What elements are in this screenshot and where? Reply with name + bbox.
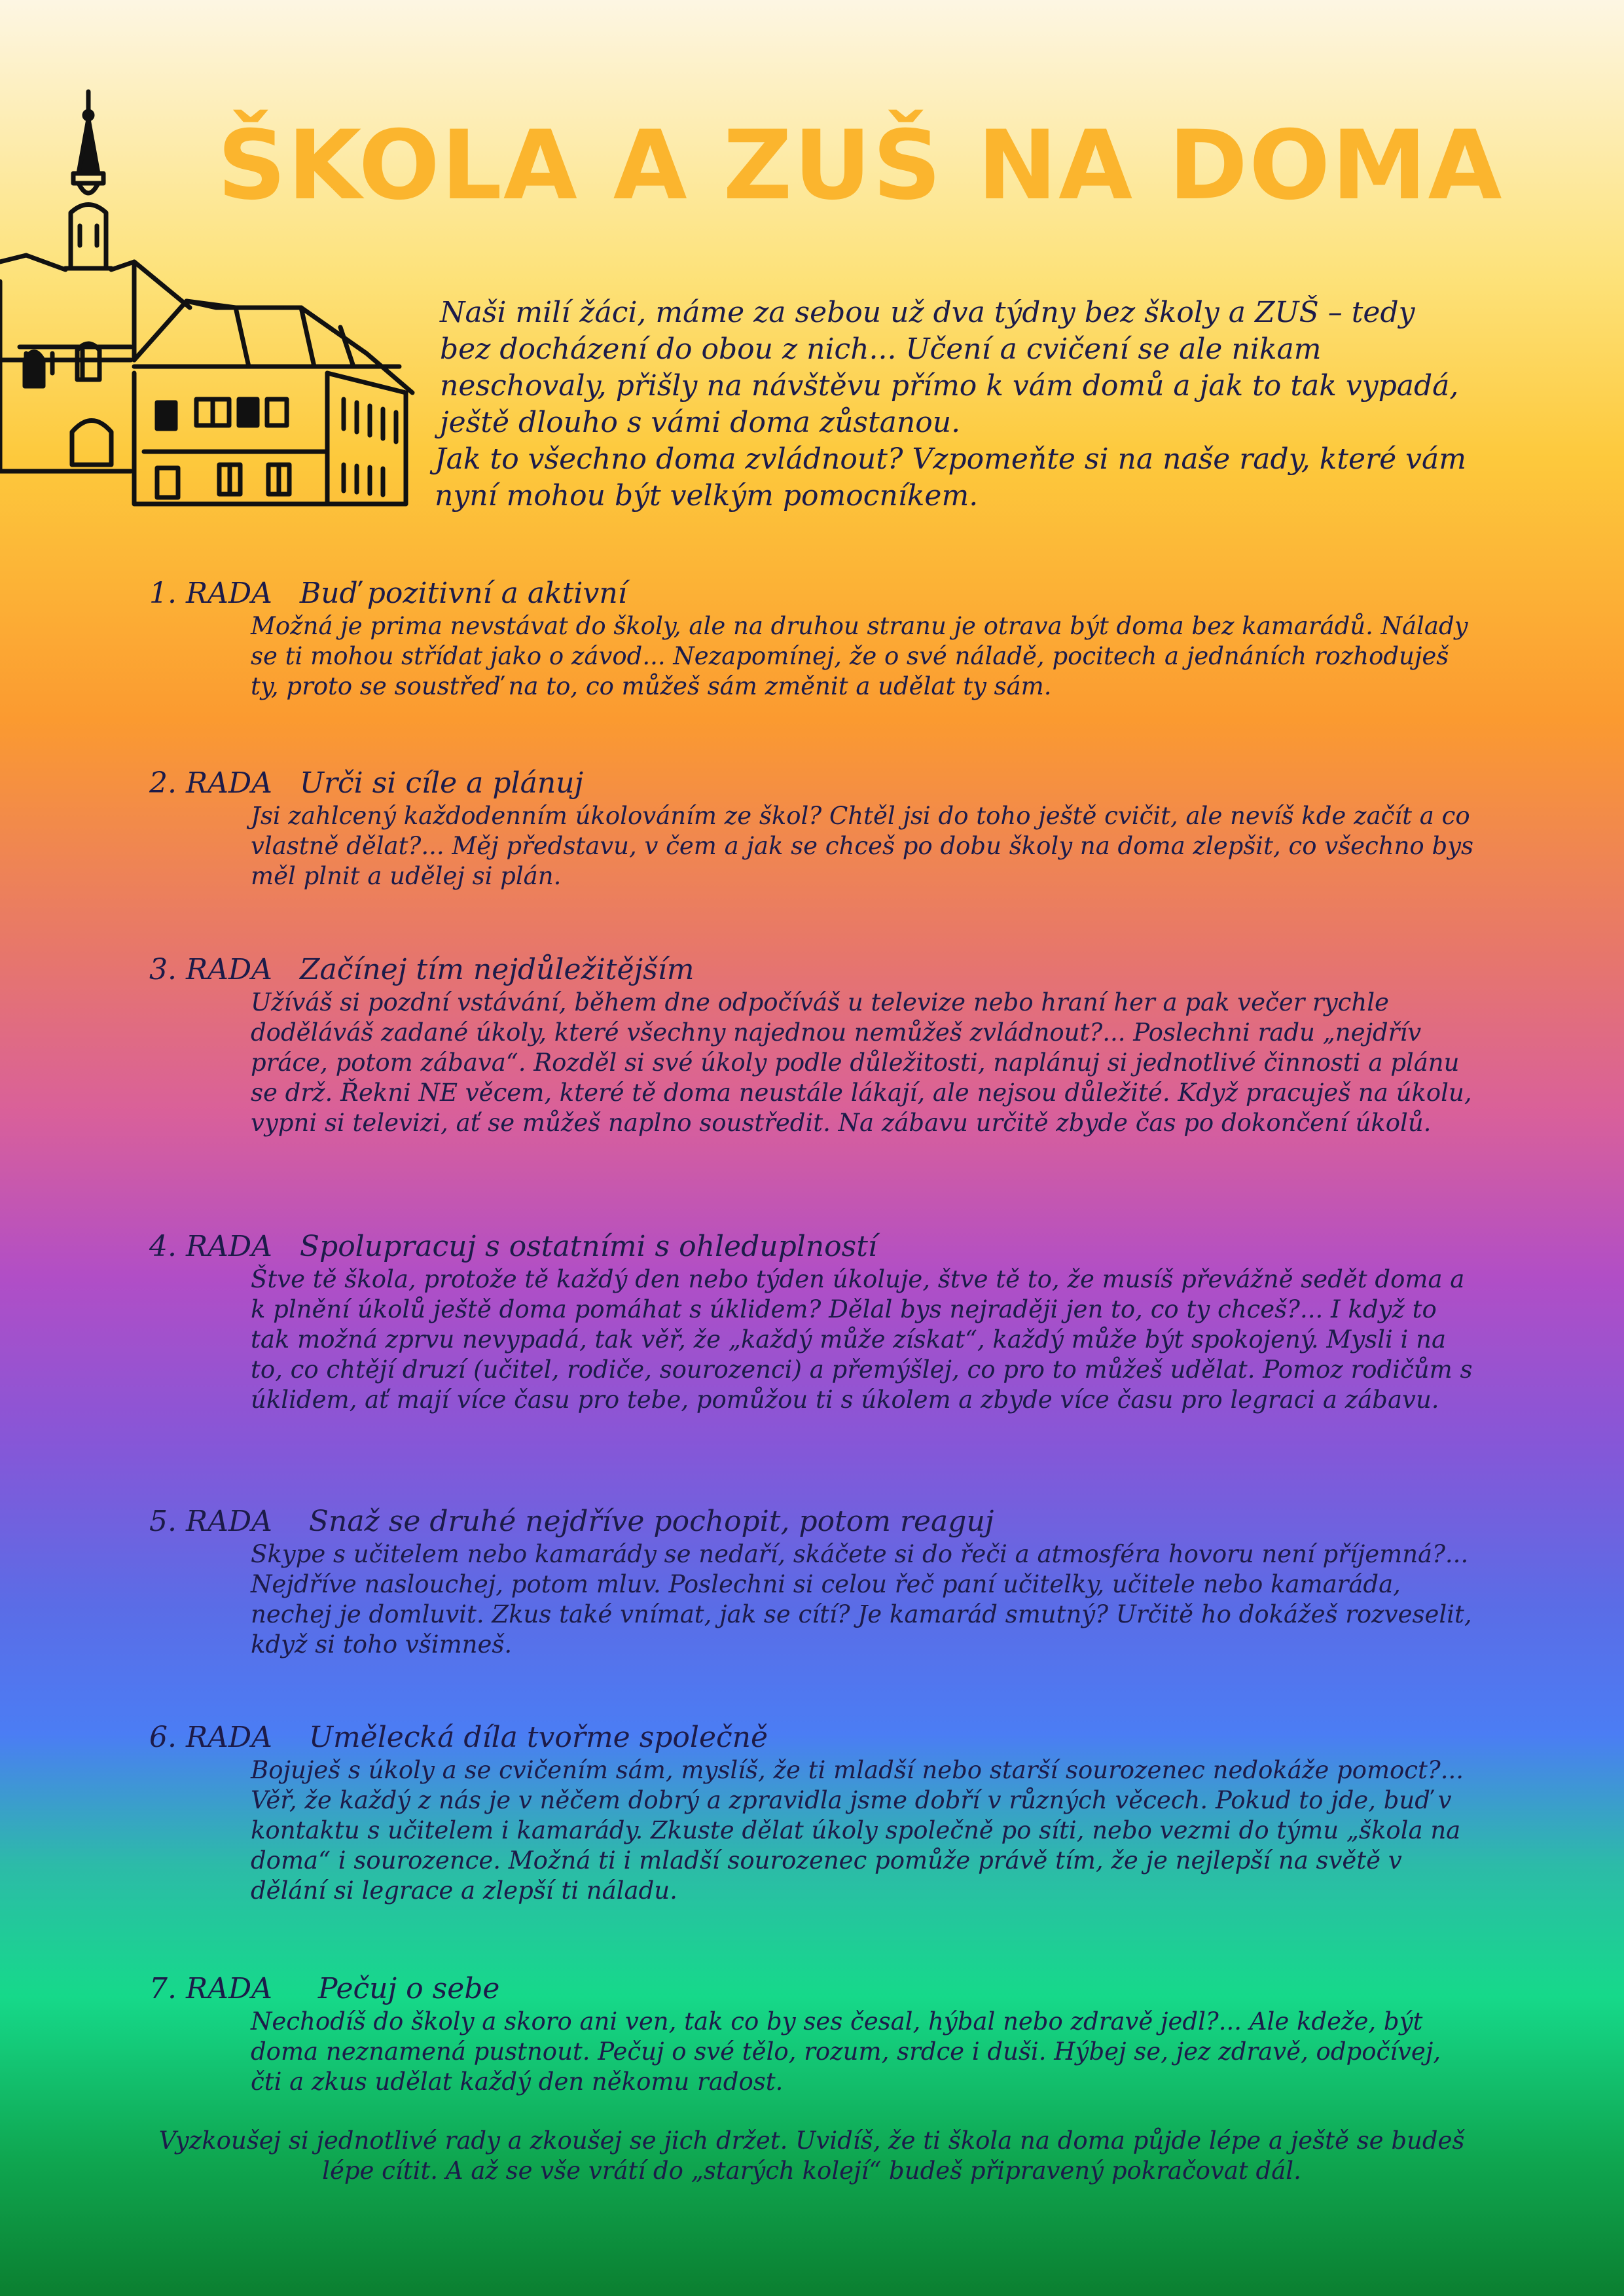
intro-text bbox=[435, 295, 1474, 514]
tip-4 bbox=[149, 1229, 1478, 1415]
page-title: ŠKOLA A ZUŠ NA DOMA bbox=[217, 110, 1504, 221]
tip-body: Užíváš si pozdní vstávání, během dne odpočíváš u televize nebo hraní her a pak večer rychle doděláváš zadané úkoly, které všechny najednou nemůžeš zvládnout?... Poslechni radu „nejdřív práce, potom zábava“. Rozděl si své úkoly podle důležitosti, naplánuj si jednotlivé činnosti a plánu se drž. Řekni NE věcem, které tě doma neustále lákají, ale nejsou důležité. Když pracuješ na úkolu, vypni si televizi, ať se můžeš naplno soustředit. Na zábavu určitě zbyde čas po dokončení úkolů. bbox=[251, 988, 1472, 1137]
intro-paragraph: Naši milí žáci, máme za sebou už dva týdny bez školy a ZUŠ – tedy bez docházení do obou z nich... Učení a cvičení se ale nikam neschovaly, přišly na návštěvu přímo k vám domů a jak to tak vypadá, ještě dlouho s vámi doma zůstanou. bbox=[440, 296, 1459, 439]
tip-heading: 4. RADA Spolupracuj s ostatními s ohleduplností bbox=[149, 1230, 877, 1263]
tip-heading: 6. RADA Umělecká díla tvořme společně bbox=[149, 1721, 768, 1754]
tip-5 bbox=[149, 1504, 1478, 1660]
tip-heading: 3. RADA Začínej tím nejdůležitějším bbox=[149, 953, 695, 986]
tip-body: Skype s učitelem nebo kamarády se nedaří, skáčete si do řeči a atmosféra hovoru není příjemná?... Nejdříve naslouchej, potom mluv. Poslechni si celou řeč paní učitelky, učitele nebo kamaráda, nechej je domluvit. Zkus také vnímat, jak se cítí? Je kamarád smutný? Určitě ho dokážeš rozveselit, když si toho všimneš. bbox=[251, 1540, 1472, 1659]
tip-2 bbox=[149, 766, 1478, 891]
tip-3 bbox=[149, 952, 1478, 1138]
tip-heading: 1. RADA Buď pozitivní a aktivní bbox=[149, 577, 627, 610]
church-school-illustration bbox=[0, 85, 419, 517]
intro-question: Jak to všechno doma zvládnout? Vzpomeňte si na naše rady, které vám nyní mohou být velkým pomocníkem. bbox=[435, 442, 1466, 512]
tip-body: Štve tě škola, protože tě každý den nebo týden úkoluje, štve tě to, že musíš převážně sedět doma a k plnění úkolů ještě doma pomáhat s úklidem? Dělal bys nejraději jen to, co ty chceš?... I když to tak možná zprvu nevypadá, tak věř, že „každý může získat“, každý může být spokojený. Mysli i na to, co chtějí druzí (učitel, rodiče, sourozenci) a přemýšlej, co pro to můžeš udělat. Pomoz rodičům s úklidem, ať mají více času pro tebe, pomůžou ti s úkolem a zbyde více času pro legraci a zábavu. bbox=[251, 1265, 1473, 1414]
tip-heading: 2. RADA Urči si cíle a plánuj bbox=[149, 766, 584, 800]
tip-1 bbox=[149, 576, 1478, 702]
tip-body: Nechodíš do školy a skoro ani ven, tak co by ses česal, hýbal nebo zdravě jedl?... Ale kdeže, být doma neznamená pustnout. Pečuj o své tělo, rozum, srdce i duši. Hýbej se, jez zdravě, odpočívej, čti a zkus udělat každý den někomu radost. bbox=[251, 2007, 1441, 2096]
tip-7 bbox=[149, 1971, 1478, 2097]
tip-body: Bojuješ s úkoly a se cvičením sám, myslíš, že ti mladší nebo starší sourozenec nedokáže pomoct?... Věř, že každý z nás je v něčem dobrý a zpravidla jsme dobří v různých věcech. Pokud to jde, buď v kontaktu s učitelem i kamarády. Zkuste dělat úkoly společně po síti, nebo vezmi do týmu „škola na doma“ i sourozence. Možná ti i mladší sourozenec pomůže právě tím, že je nejlepší na světě v dělání si legrace a zlepší ti náladu. bbox=[251, 1756, 1464, 1905]
tip-heading: 5. RADA Snaž se druhé nejdříve pochopit, potom reaguj bbox=[149, 1505, 994, 1538]
tip-6 bbox=[149, 1720, 1478, 1906]
closing-text: Vyzkoušej si jednotlivé rady a zkoušej se jich držet. Uvidíš, že ti škola na doma půjde lépe a ještě se budeš lépe cítit. A až se vše vrátí do „starých kolejí“ budeš připravený pokračovat dál. bbox=[158, 2126, 1465, 2185]
tip-heading: 7. RADA Pečuj o sebe bbox=[149, 1972, 500, 2005]
tip-body: Možná je prima nevstávat do školy, ale na druhou stranu je otrava být doma bez kamarádů. Nálady se ti mohou střídat jako o závod... Nezapomínej, že o své náladě, pocitech a jednáních rozhoduješ ty, proto se soustřeď na to, co můžeš sám změnit a udělat ty sám. bbox=[251, 612, 1468, 700]
tip-body: Jsi zahlcený každodenním úkolováním ze škol? Chtěl jsi do toho ještě cvičit, ale nevíš kde začít a co vlastně dělat?... Měj představu, v čem a jak se chceš po dobu školy na doma zlepšit, co všechno bys měl plnit a udělej si plán. bbox=[251, 802, 1474, 890]
